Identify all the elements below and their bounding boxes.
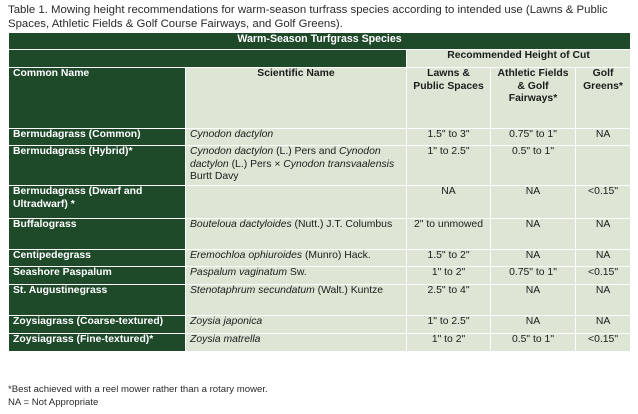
scientific-name-part: Cynodon dactylon [190, 146, 381, 170]
table-row [9, 316, 631, 334]
scientific-name-cell [186, 250, 407, 267]
common-name-cell: Zoysiagrass (Coarse-textured) [9, 316, 186, 334]
scientific-name-part: Eremochloa ophiuroides [190, 250, 303, 261]
table-subtitle-row [9, 50, 631, 68]
scientific-name-part: (Nutt.) J.T. Columbus [291, 219, 393, 230]
greens-height-cell: NA [576, 129, 631, 146]
greens-height-cell: <0.15" [576, 334, 631, 352]
scientific-name-part: Zoysia japonica [190, 316, 263, 327]
lawns-height-cell: 1" to 2" [407, 267, 491, 285]
common-name-cell: Centipedegrass [9, 250, 186, 267]
mowing-height-table [8, 32, 631, 352]
athletic-height-cell: 0.75" to 1" [491, 129, 576, 146]
table-row [9, 334, 631, 352]
lawns-height-cell: 2" to unmowed [407, 219, 491, 250]
table-row [9, 267, 631, 285]
lawns-height-cell: 2.5" to 4" [407, 285, 491, 316]
lawns-height-cell: 1" to 2" [407, 334, 491, 352]
common-name-cell: Bermudagrass (Common) [9, 129, 186, 146]
greens-height-cell: <0.15" [576, 186, 631, 219]
scientific-name-cell [186, 316, 407, 334]
table-title-row [9, 33, 631, 50]
table-row [9, 285, 631, 316]
table-row [9, 219, 631, 250]
table-subtitle: Recommended Height of Cut [407, 50, 631, 68]
footnote-asterisk: *Best achieved with a reel mower rather than a rotary mower. [8, 384, 268, 395]
athletic-height-cell: 0.5" to 1" [491, 334, 576, 352]
table-row [9, 250, 631, 267]
greens-height-cell: NA [576, 285, 631, 316]
scientific-name-part: (L.) Pers and [273, 146, 340, 157]
lawns-height-cell: 1" to 2.5" [407, 146, 491, 186]
greens-height-cell [576, 146, 631, 186]
lawns-height-cell: 1" to 2.5" [407, 316, 491, 334]
athletic-height-cell: NA [491, 250, 576, 267]
column-header-lawns: Lawns & Public Spaces [407, 68, 491, 129]
scientific-name-part: Stenotaphrum secundatum [190, 285, 315, 296]
scientific-name-cell [186, 146, 407, 186]
column-header-scientific-name: Scientific Name [186, 68, 407, 129]
common-name-cell: Buffalograss [9, 219, 186, 250]
subtitle-spacer [9, 50, 407, 68]
scientific-name-cell [186, 334, 407, 352]
scientific-name-part: (Walt.) Kuntze [314, 285, 384, 296]
greens-height-cell: NA [576, 316, 631, 334]
table-body [9, 129, 631, 352]
table-row [9, 129, 631, 146]
common-name-cell: St. Augustinegrass [9, 285, 186, 316]
scientific-name-part: Cynodon dactylon [190, 146, 274, 157]
athletic-height-cell: 0.5" to 1" [491, 146, 576, 186]
scientific-name-part: Burtt Davy [190, 171, 239, 183]
table-row [9, 146, 631, 186]
scientific-name-cell [186, 219, 407, 250]
athletic-height-cell: NA [491, 316, 576, 334]
common-name-cell: Zoysiagrass (Fine-textured)* [9, 334, 186, 352]
scientific-name-cell [186, 267, 407, 285]
table-title: Warm-Season Turfgrass Species [9, 33, 631, 50]
footnote-na: NA = Not Appropriate [8, 396, 99, 408]
athletic-height-cell: NA [491, 219, 576, 250]
scientific-name-part: (Munro) Hack. [302, 250, 371, 261]
column-header-row [9, 68, 631, 129]
scientific-name-part: Cynodon transvaalensis [283, 158, 395, 170]
athletic-height-cell: NA [491, 186, 576, 219]
scientific-name-cell [186, 129, 407, 146]
table-caption: Table 1. Mowing height recommendations for warm-season turfrass species according to intended use (Lawns & Public Spaces, Athletic Fields & Golf Course Fairways, and Golf Greens). [8, 4, 608, 30]
column-header-common-name: Common Name [9, 68, 186, 129]
lawns-height-cell: NA [407, 186, 491, 219]
column-header-athletic: Athletic Fields & Golf Fairways* [491, 68, 576, 129]
common-name-cell: Bermudagrass (Hybrid)* [9, 146, 186, 186]
scientific-name-part: Zoysia matrella [190, 334, 261, 345]
common-name-cell: Seashore Paspalum [9, 267, 186, 285]
table-row [9, 186, 631, 219]
athletic-height-cell: 0.75" to 1" [491, 267, 576, 285]
lawns-height-cell: 1.5" to 3" [407, 129, 491, 146]
footnotes [8, 384, 268, 409]
greens-height-cell: NA [576, 219, 631, 250]
column-header-greens: Golf Greens* [576, 68, 631, 129]
scientific-name-part: (L.) Pers × [228, 158, 284, 170]
greens-height-cell: NA [576, 250, 631, 267]
scientific-name-part: Bouteloua dactyloides [190, 219, 292, 230]
common-name-cell: Bermudagrass (Dwarf and Ultradwarf) * [9, 186, 186, 219]
greens-height-cell: <0.15" [576, 267, 631, 285]
scientific-name-cell [186, 186, 407, 219]
scientific-name-cell [186, 285, 407, 316]
scientific-name-part: Sw. [287, 267, 307, 278]
lawns-height-cell: 1.5" to 2" [407, 250, 491, 267]
athletic-height-cell: NA [491, 285, 576, 316]
scientific-name-part: Paspalum vaginatum [190, 267, 288, 278]
scientific-name-part: Cynodon dactylon [190, 129, 274, 140]
